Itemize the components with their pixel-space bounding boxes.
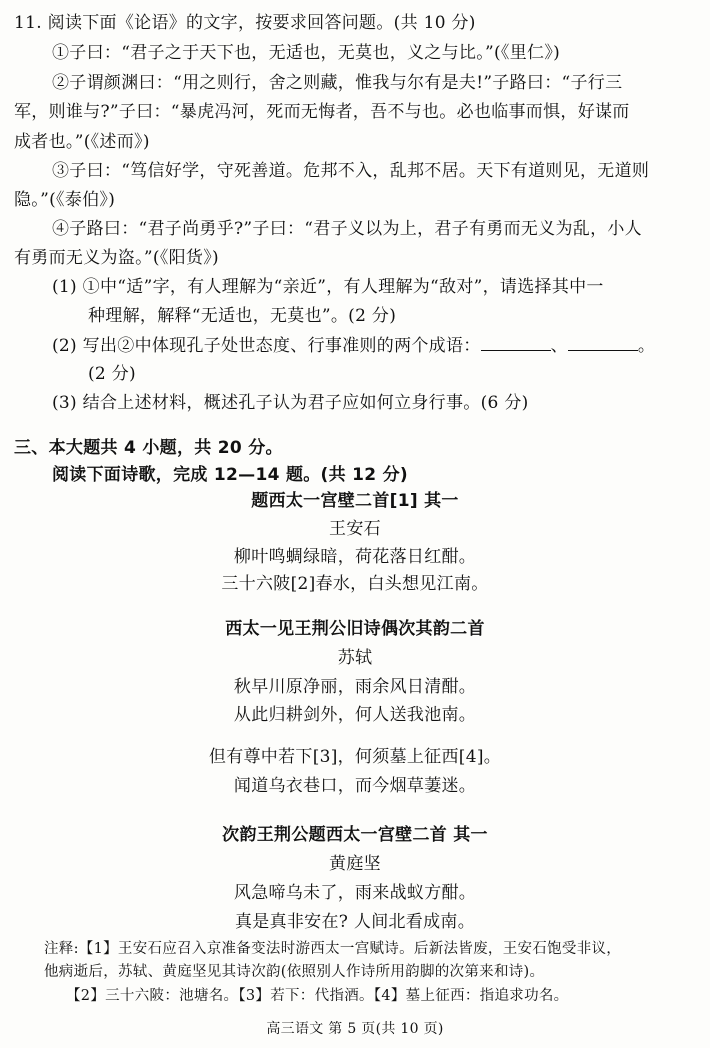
q11-sub3: (3) 结合上述材料，概述孔子认为君子应如何立身行事。(6 分) (52, 393, 529, 413)
answer-blank-1[interactable] (481, 334, 551, 351)
answer-blank-2[interactable] (568, 334, 638, 351)
poem2-line-4: 闻道乌衣巷口，而今烟草萋迷。 (233, 776, 477, 796)
q11-passage-4-line1: ④子路曰：“君子尚勇乎?”子曰：“君子义以为上，君子有勇而无义为乱，小人 (52, 219, 642, 239)
poem1-author: 王安石 (329, 519, 381, 539)
section3-heading: 三、本大题共 4 小题，共 20 分。 (14, 438, 283, 458)
poem2-title: 西太一见王荆公旧诗偶次其韵二首 (225, 619, 485, 639)
q11-sub2-separator: 、 (550, 336, 568, 356)
poem2-line-2: 从此归耕剑外，何人送我池南。 (233, 705, 477, 725)
q11-passage-4-line2: 有勇而无义为盗。”(《阳货》) (14, 248, 219, 268)
q11-passage-2-line2: 军，则谁与?”子曰：“暴虎冯河，死而无悔者，吾不与也。必也临事而惧，好谋而 (14, 102, 630, 122)
poem1-title: 题西太一宫壁二首[1] 其一 (251, 491, 459, 511)
q11-sub1-line2: 种理解，解释“无适也，无莫也”。(2 分) (88, 306, 397, 326)
q11-passage-2-line1: ②子谓颜渊曰：“用之则行，舍之则藏，惟我与尔有是夫!”子路曰：“子行三 (52, 73, 623, 93)
q11-title: 11. 阅读下面《论语》的文字，按要求回答问题。(共 10 分) (14, 13, 476, 33)
q11-passage-3-line1: ③子曰：“笃信好学，守死善道。危邦不入，乱邦不居。天下有道则见，无道则 (52, 161, 650, 181)
poem3-line-1: 风急啼乌未了，雨来战蚁方酣。 (233, 883, 477, 903)
poem2-author: 苏轼 (337, 648, 373, 668)
q11-passage-1: ①子曰：“君子之于天下也，无适也，无莫也，义之与比。”(《里仁》) (52, 43, 561, 63)
poem1-line-2: 三十六陂[2]春水，白头想见江南。 (221, 574, 489, 594)
page-footer: 高三语文 第 5 页(共 10 页) (266, 1021, 444, 1037)
poem2-line-3: 但有尊中若下[3]，何须墓上征西[4]。 (208, 747, 502, 767)
section3-instruction: 阅读下面诗歌，完成 12—14 题。(共 12 分) (52, 465, 408, 485)
poem1-line-1: 柳叶鸣蜩绿暗，荷花落日红酣。 (233, 547, 477, 567)
poem3-title: 次韵王荆公题西太一宫壁二首 其一 (222, 825, 488, 845)
poem3-line-2: 真是真非安在? 人间北看成南。 (234, 912, 476, 932)
q11-sub2-line2: (2 分) (88, 364, 136, 384)
poem3-author: 黄庭坚 (329, 854, 381, 874)
poem2-line-1: 秋早川原净丽，雨余风日清酣。 (233, 677, 477, 697)
q11-passage-2-line3: 成者也。”(《述而》) (14, 132, 150, 152)
notes-line-3: 【2】三十六陂：池塘名。【3】若下：代指酒。【4】墓上征西：指追求功名。 (66, 988, 569, 1004)
q11-sub2-prompt: (2) 写出②中体现孔子处世态度、行事准则的两个成语： (52, 336, 481, 356)
q11-sub2-line1 (52, 334, 655, 357)
notes-line-1: 注释:【1】王安石应召入京准备变法时游西太一宫赋诗。后新法皆废，王安石饱受非议， (44, 941, 622, 957)
notes-line-2: 他病逝后，苏轼、黄庭坚见其诗次韵(依照别人作诗所用韵脚的次第来和诗)。 (44, 964, 545, 980)
q11-sub2-end: 。 (637, 336, 656, 356)
q11-sub1-line1: (1) ①中“适”字，有人理解为“亲近”，有人理解为“敌对”，请选择其中一 (52, 277, 604, 297)
q11-passage-3-line2: 隐。”(《泰伯》) (14, 190, 116, 210)
